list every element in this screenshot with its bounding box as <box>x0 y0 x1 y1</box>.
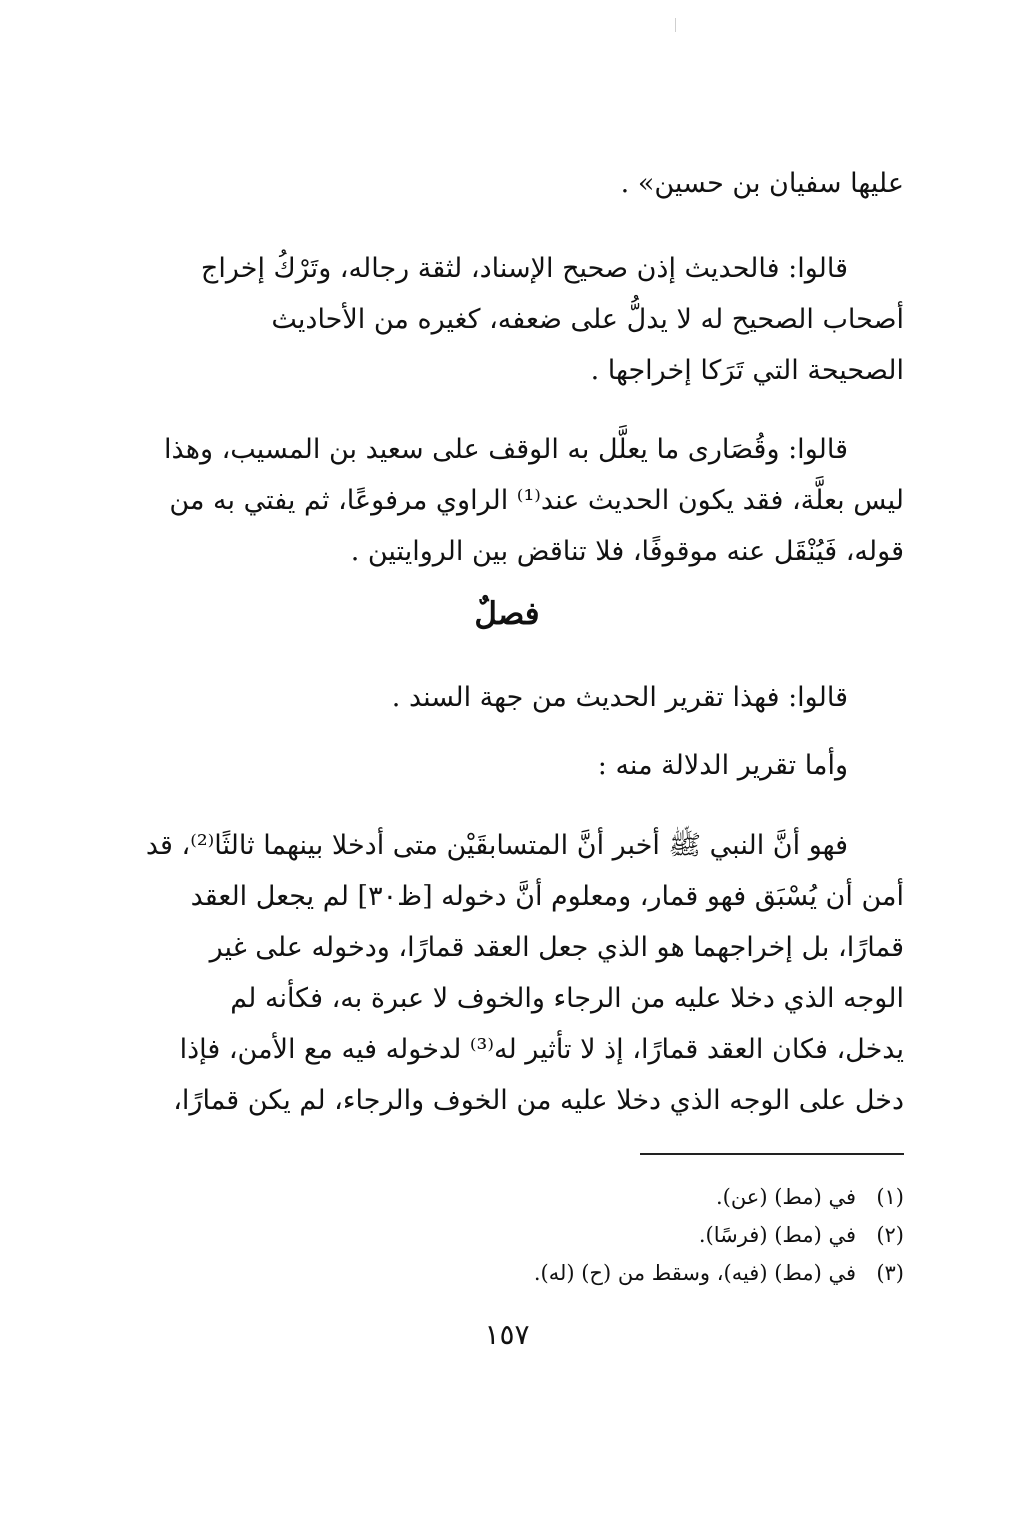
paragraph-main <box>132 820 904 1126</box>
footnote-text: في (مط) (فيه)، وسقط من (ح) (له). <box>533 1261 856 1285</box>
paragraph-sanad <box>132 672 904 723</box>
footnote-item <box>132 1178 904 1216</box>
paragraph-line: فهو أنَّ النبي ﷺ أخبر أنَّ المتسابقَيْن متى أدخلا بينهما ثالثًا⁽²⁾، قد <box>145 830 848 861</box>
scan-mark <box>675 18 676 32</box>
footnote-number: (٢) <box>876 1223 904 1247</box>
footnote-item <box>132 1216 904 1254</box>
paragraph-dalala <box>132 740 904 791</box>
paragraph-line: قوله، فَيُنْقَل عنه موقوفًا، فلا تناقض بين الروايتين . <box>350 536 904 567</box>
footnotes <box>132 1178 904 1292</box>
page-number: ١٥٧ <box>484 1318 530 1351</box>
footnote-text: في (مط) (فرسًا). <box>698 1223 856 1247</box>
paragraph-line: ليس بعلَّة، فقد يكون الحديث عند⁽¹⁾ الراوي مرفوعًا، ثم يفتي به من <box>169 485 904 516</box>
paragraph-line: الوجه الذي دخلا عليه من الرجاء والخوف لا عبرة به، فكأنه لم <box>230 983 904 1014</box>
section-heading: فصلٌ <box>474 596 540 632</box>
paragraph-line: قالوا: فهذا تقرير الحديث من جهة السند . <box>391 682 848 713</box>
paragraph-line: أصحاب الصحيح له لا يدلُّ على ضعفه، كغيره من الأحاديث <box>271 304 904 335</box>
paragraph-waqf <box>132 424 904 577</box>
paragraph-line: قالوا: وقُصَارى ما يعلَّل به الوقف على سعيد بن المسيب، وهذا <box>164 434 848 465</box>
footnote-divider <box>640 1153 904 1155</box>
paragraph-intro <box>132 158 904 209</box>
footnote-item <box>132 1254 904 1292</box>
footnote-number: (١) <box>876 1185 904 1209</box>
paragraph-line: الصحيحة التي تَرَكا إخراجها . <box>590 355 904 386</box>
paragraph-line: قمارًا، بل إخراجهما هو الذي جعل العقد قمارًا، ودخوله على غير <box>209 932 904 963</box>
paragraph-line: قالوا: فالحديث إذن صحيح الإسناد، لثقة رجاله، وتَرْكُ إخراج <box>200 253 848 284</box>
paragraph-line: دخل على الوجه الذي دخلا عليه من الخوف والرجاء، لم يكن قمارًا، <box>173 1085 904 1116</box>
paragraph-isnad <box>132 243 904 396</box>
paragraph-line: يدخل، فكان العقد قمارًا، إذ لا تأثير له⁽³⁾ لدخوله فيه مع الأمن، فإذا <box>179 1034 904 1065</box>
footnote-text: في (مط) (عن). <box>715 1185 856 1209</box>
paragraph-line: وأما تقرير الدلالة منه : <box>597 750 848 781</box>
paragraph-line: أمن أن يُسْبَق فهو قمار، ومعلوم أنَّ دخوله [ظ٣٠] لم يجعل العقد <box>190 881 904 912</box>
footnote-number: (٣) <box>876 1261 904 1285</box>
paragraph-line: عليها سفيان بن حسين» . <box>620 168 904 199</box>
